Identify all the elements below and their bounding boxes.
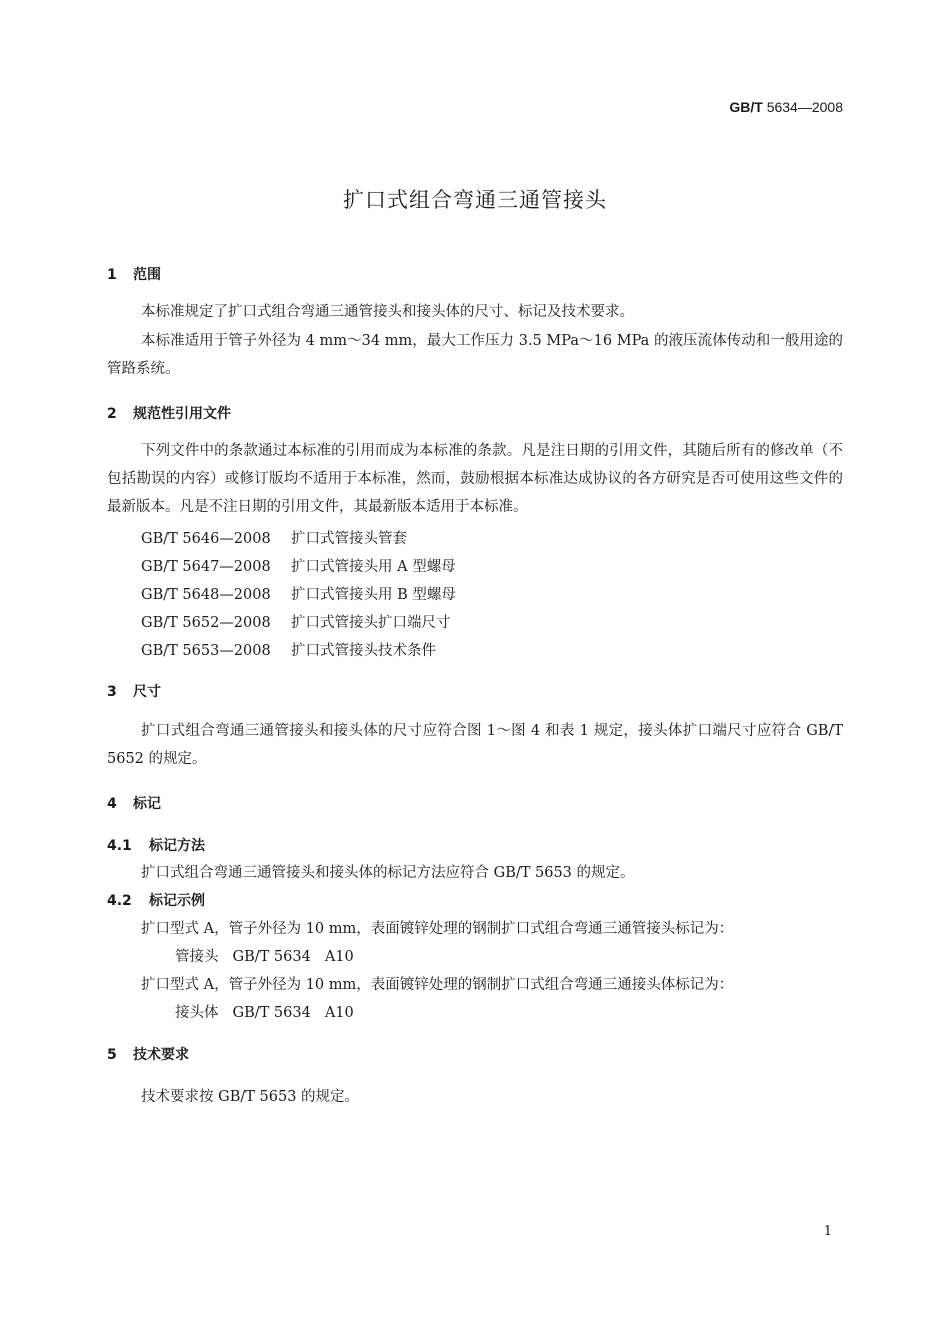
section-3-heading — [107, 681, 161, 701]
standard-code — [729, 99, 843, 115]
reference-code: GB/T 5653—2008 — [141, 643, 271, 659]
section-4-heading — [107, 793, 161, 813]
subsection-number: 4.1 — [107, 838, 132, 854]
reference-title: 扩口式管接头用 B 型螺母 — [291, 587, 456, 603]
document-title: 扩口式组合弯通三通管接头 — [343, 188, 607, 212]
subsection-4-1-paragraph: 扩口式组合弯通三通管接头和接头体的标记方法应符合 GB/T 5653 的规定。 — [141, 865, 635, 881]
reference-item — [141, 639, 436, 660]
section-title: 范围 — [133, 267, 161, 283]
section-1-paragraph-2: 本标准适用于管子外径为 4 mm～34 mm，最大工作压力 3.5 MPa～16 MPa 的液压流体传动和一般用途的管路系统。 — [107, 333, 843, 377]
standard-prefix: GB/T — [729, 99, 763, 115]
reference-title: 扩口式管接头管套 — [291, 531, 407, 547]
subsection-4-1-heading — [107, 835, 205, 855]
reference-item — [141, 583, 456, 604]
reference-code: GB/T 5647—2008 — [141, 559, 271, 575]
example-2-description: 扩口型式 A，管子外径为 10 mm，表面镀锌处理的钢制扩口式组合弯通三通接头体标记为： — [141, 977, 734, 993]
reference-title: 扩口式管接头技术条件 — [291, 643, 436, 659]
example-1-description: 扩口型式 A，管子外径为 10 mm，表面镀锌处理的钢制扩口式组合弯通三通管接头标记为： — [141, 921, 734, 937]
section-number: 2 — [107, 406, 117, 422]
section-number: 3 — [107, 684, 117, 700]
section-1-heading — [107, 264, 161, 284]
section-5-paragraph-1: 技术要求按 GB/T 5653 的规定。 — [141, 1089, 360, 1105]
reference-code: GB/T 5648—2008 — [141, 587, 271, 603]
reference-item — [141, 611, 451, 632]
reference-code: GB/T 5652—2008 — [141, 615, 271, 631]
subsection-title: 标记方法 — [149, 838, 205, 854]
marking-code: A10 — [324, 949, 354, 965]
section-title: 规范性引用文件 — [133, 406, 231, 422]
marking-part-name: 管接头 — [175, 949, 219, 965]
example-2-marking — [175, 1001, 354, 1022]
example-1-marking — [175, 945, 354, 966]
reference-title: 扩口式管接头用 A 型螺母 — [291, 559, 456, 575]
standard-number: 5634—2008 — [762, 99, 843, 115]
reference-title: 扩口式管接头扩口端尺寸 — [291, 615, 451, 631]
reference-item — [141, 527, 407, 548]
section-number: 4 — [107, 796, 117, 812]
section-2-paragraph-1: 下列文件中的条款通过本标准的引用而成为本标准的条款。凡是注日期的引用文件，其随后所有的修改单（不包括勘误的内容）或修订版均不适用于本标准，然而，鼓励根据本标准达成协议的各方研究是否可使用这些文件的最新版本。凡是不注日期的引用文件，其最新版本适用于本标准。 — [107, 443, 843, 515]
subsection-title: 标记示例 — [149, 893, 205, 909]
section-1-paragraph-1: 本标准规定了扩口式组合弯通三通管接头和接头体的尺寸、标记及技术要求。 — [141, 304, 634, 320]
section-3-paragraph-1: 扩口式组合弯通三通管接头和接头体的尺寸应符合图 1～图 4 和表 1 规定，接头体扩口端尺寸应符合 GB/T 5652 的规定。 — [107, 723, 843, 767]
section-number: 1 — [107, 267, 117, 283]
subsection-number: 4.2 — [107, 893, 132, 909]
marking-code: A10 — [324, 1005, 354, 1021]
subsection-4-2-heading — [107, 890, 205, 910]
section-title: 技术要求 — [133, 1047, 189, 1063]
section-title: 标记 — [133, 796, 161, 812]
section-2-heading — [107, 403, 231, 423]
page-number: 1 — [823, 1224, 832, 1239]
marking-standard: GB/T 5634 — [232, 949, 311, 965]
section-5-heading — [107, 1044, 189, 1064]
reference-item — [141, 555, 456, 576]
marking-part-name: 接头体 — [175, 1005, 219, 1021]
section-title: 尺寸 — [133, 684, 161, 700]
section-number: 5 — [107, 1047, 117, 1063]
reference-code: GB/T 5646—2008 — [141, 531, 271, 547]
marking-standard: GB/T 5634 — [232, 1005, 311, 1021]
